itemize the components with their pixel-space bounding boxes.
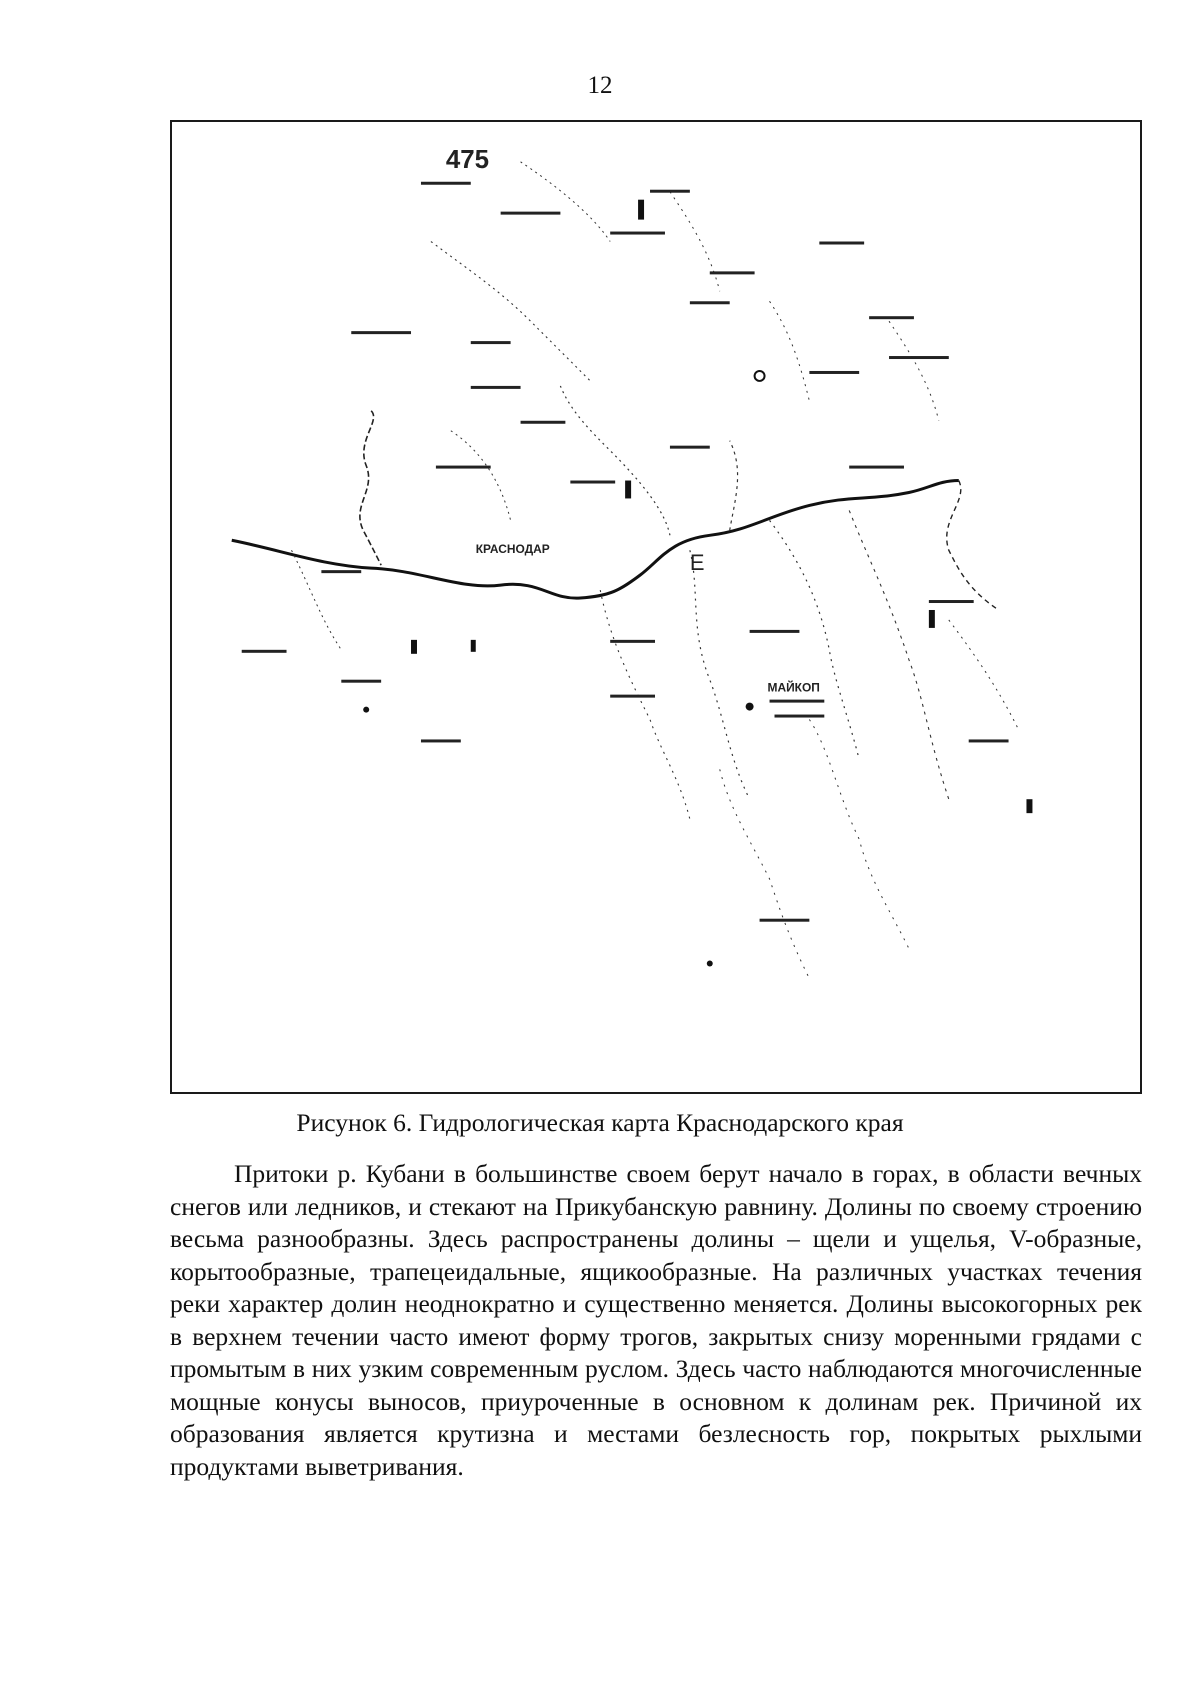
- tributary: [670, 192, 720, 292]
- tributary: [600, 590, 690, 819]
- map-label-475: 475: [445, 145, 490, 174]
- tributary: [451, 431, 511, 521]
- main-river: [232, 481, 959, 599]
- page-number: 12: [587, 72, 613, 99]
- map-drawing: [172, 122, 1140, 1092]
- tributary: [849, 510, 949, 799]
- river-branch-east: [947, 481, 999, 610]
- tributary: [949, 620, 1019, 730]
- hydrological-map: [170, 120, 1142, 1094]
- tributary: [770, 301, 810, 401]
- tributary: [720, 769, 810, 978]
- river-branch-west: [360, 411, 381, 565]
- map-label-krasnodar: КРАСНОДАР: [475, 542, 550, 557]
- map-label-e: Е: [689, 550, 705, 576]
- tributary: [690, 550, 750, 799]
- tributary: [767, 520, 860, 759]
- tributary: [730, 441, 738, 531]
- tributary: [889, 321, 939, 421]
- tributary: [560, 386, 670, 535]
- map-label-maykop: МАЙКОП: [767, 680, 820, 695]
- figure-caption: Рисунок 6. Гидрологическая карта Краснодарского края: [296, 1108, 904, 1137]
- tributary: [809, 720, 909, 949]
- tributary: [521, 162, 611, 242]
- body-text: [170, 1158, 1142, 1483]
- settlement-marks: [242, 182, 1009, 922]
- tributary: [431, 242, 590, 381]
- paragraph: Притоки р. Кубани в большинстве своем берут начало в горах, в области вечных снегов или ледников, и стекают на Прикубанскую равнину. Долины по своему строению весьма разнообразны. Здесь распространены долины – щели и ущелья, V-образные, корытообразные, трапецеидальные, ящикообразные. На различных участках течения реки характер долин неоднократно и существенно меняется. Долины высокогорных рек в верхнем течении часто имеют форму трогов, закрытых снизу моренными грядами с промытым в них узким современным руслом. Здесь часто наблюдаются многочисленные мощные конусы выносов, приуроченные в основном к долинам рек. Причиной их образования является крутизна и местами безлесность гор, покрытых рыхлыми продуктами выветривания.: [170, 1159, 1142, 1481]
